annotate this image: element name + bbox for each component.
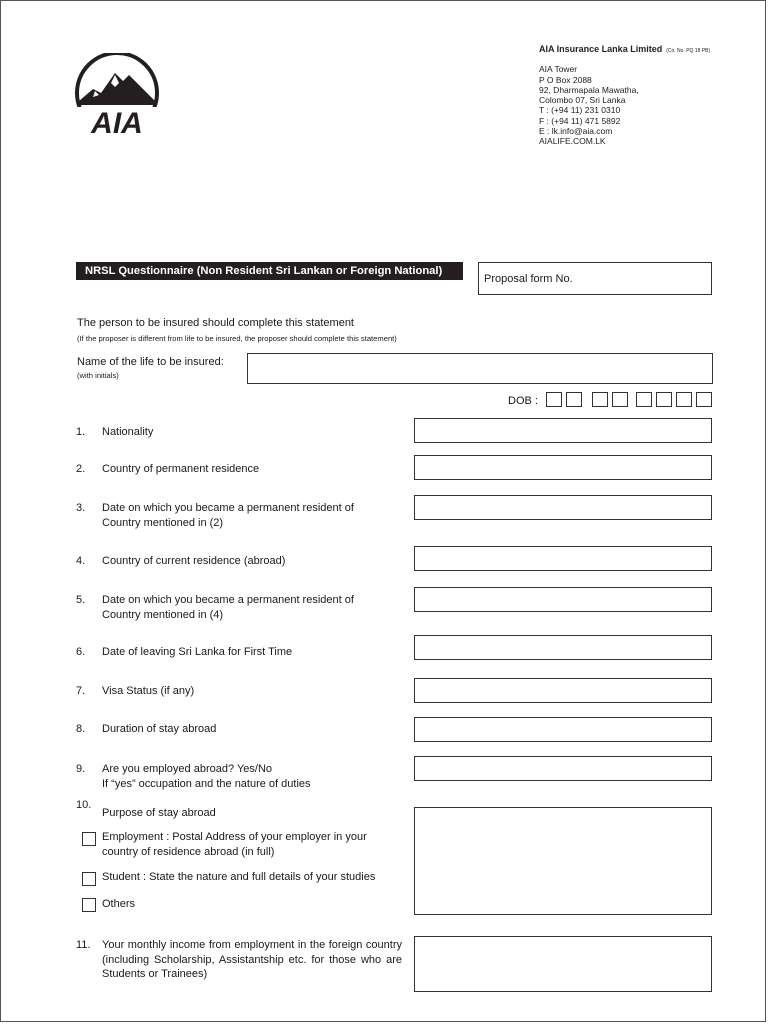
company-address-block bbox=[539, 44, 710, 147]
duration-abroad-field[interactable] bbox=[414, 717, 712, 742]
dob-month-digit-2[interactable] bbox=[612, 392, 628, 407]
question-permanent-resident-date-2 bbox=[102, 501, 354, 530]
question-nationality: Nationality bbox=[102, 426, 154, 438]
option-employment bbox=[102, 830, 367, 859]
question-number: 1. bbox=[76, 426, 86, 438]
question-number: 6. bbox=[76, 646, 86, 658]
leaving-date-field[interactable] bbox=[414, 635, 712, 660]
question-number: 5. bbox=[76, 594, 86, 606]
others-checkbox[interactable] bbox=[82, 898, 96, 912]
dob-month-digit-1[interactable] bbox=[592, 392, 608, 407]
student-checkbox[interactable] bbox=[82, 872, 96, 886]
question-line: Date on which you became a permanent resident of bbox=[102, 594, 354, 606]
question-permanent-resident-date-4 bbox=[102, 593, 354, 622]
permanent-resident-date-field-4[interactable] bbox=[414, 587, 712, 612]
employment-checkbox[interactable] bbox=[82, 832, 96, 846]
option-others: Others bbox=[102, 898, 136, 910]
question-number: 8. bbox=[76, 723, 86, 735]
fax-line: F : (+94 11) 471 5892 bbox=[539, 115, 621, 126]
option-line: Employment : Postal Address of your employer in your bbox=[102, 831, 367, 843]
phone-line: T : (+94 11) 231 0310 bbox=[539, 105, 621, 116]
question-duration-abroad: Duration of stay abroad bbox=[102, 723, 217, 735]
monthly-income-field[interactable] bbox=[414, 936, 712, 992]
question-line: Country mentioned in (2) bbox=[102, 516, 224, 529]
question-purpose-of-stay: Purpose of stay abroad bbox=[102, 807, 216, 819]
address-line: AIA Tower bbox=[539, 64, 578, 75]
proposal-form-no-label: Proposal form No. bbox=[484, 273, 573, 285]
nationality-field[interactable] bbox=[414, 418, 712, 443]
question-employed-abroad bbox=[102, 762, 311, 791]
address-line: 92, Dharmapala Mawatha, bbox=[539, 84, 639, 95]
question-visa-status: Visa Status (if any) bbox=[102, 685, 195, 697]
aia-logo bbox=[71, 53, 163, 137]
question-number: 10. bbox=[76, 799, 92, 811]
dob-year-digit-4[interactable] bbox=[696, 392, 712, 407]
intro-text: The person to be insured should complete this statement bbox=[77, 317, 354, 329]
dob-day-digit-2[interactable] bbox=[566, 392, 582, 407]
visa-status-field[interactable] bbox=[414, 678, 712, 703]
company-name: AIA Insurance Lanka Limited bbox=[539, 44, 663, 54]
logo-wordmark: AIA bbox=[91, 107, 143, 137]
website-line: AIALIFE.COM.LK bbox=[539, 136, 606, 147]
permanent-residence-field[interactable] bbox=[414, 455, 712, 480]
company-reg-no: (Co. No. PQ 18 PB) bbox=[666, 48, 711, 54]
question-number: 2. bbox=[76, 463, 86, 475]
purpose-of-stay-field[interactable] bbox=[414, 807, 712, 915]
question-leaving-date: Date of leaving Sri Lanka for First Time bbox=[102, 646, 293, 658]
question-line: Date on which you became a permanent resident of bbox=[102, 502, 354, 514]
question-number: 4. bbox=[76, 555, 86, 567]
intro-note: (If the proposer is different from life to be insured, the proposer should complete this statement) bbox=[77, 334, 397, 343]
email-line: E : lk.info@aia.com bbox=[539, 126, 613, 137]
question-monthly-income: Your monthly income from employment in the foreign country (including Scholarship, Assistantship etc. for those who are Students or Trainees) bbox=[102, 939, 402, 980]
insured-name-sublabel: (with initials) bbox=[77, 371, 119, 380]
employed-abroad-field[interactable] bbox=[414, 756, 712, 781]
question-number: 7. bbox=[76, 685, 86, 697]
question-permanent-residence: Country of permanent residence bbox=[102, 463, 260, 475]
dob-year-digit-3[interactable] bbox=[676, 392, 692, 407]
dob-year-digit-2[interactable] bbox=[656, 392, 672, 407]
dob-day-digit-1[interactable] bbox=[546, 392, 562, 407]
proposal-form-no-field[interactable] bbox=[478, 262, 712, 295]
question-line: Are you employed abroad? Yes/No bbox=[102, 763, 273, 775]
insured-name-field[interactable] bbox=[247, 353, 713, 384]
permanent-resident-date-field-2[interactable] bbox=[414, 495, 712, 520]
question-line: Country mentioned in (4) bbox=[102, 608, 224, 621]
question-line: If “yes” occupation and the nature of duties bbox=[102, 777, 311, 790]
current-residence-field[interactable] bbox=[414, 546, 712, 571]
question-number: 3. bbox=[76, 502, 86, 514]
dob-year-digit-1[interactable] bbox=[636, 392, 652, 407]
address-line: P O Box 2088 bbox=[539, 74, 592, 85]
option-student: Student : State the nature and full details of your studies bbox=[102, 871, 376, 883]
address-line: Colombo 07, Sri Lanka bbox=[539, 95, 626, 106]
dob-label: DOB : bbox=[508, 395, 538, 407]
insured-name-label: Name of the life to be insured: bbox=[77, 356, 224, 368]
question-current-residence: Country of current residence (abroad) bbox=[102, 555, 286, 567]
question-number: 11. bbox=[76, 939, 91, 951]
form-title: NRSL Questionnaire (Non Resident Sri Lankan or Foreign National) bbox=[76, 262, 463, 280]
option-line: country of residence abroad (in full) bbox=[102, 845, 275, 858]
question-number: 9. bbox=[76, 763, 86, 775]
